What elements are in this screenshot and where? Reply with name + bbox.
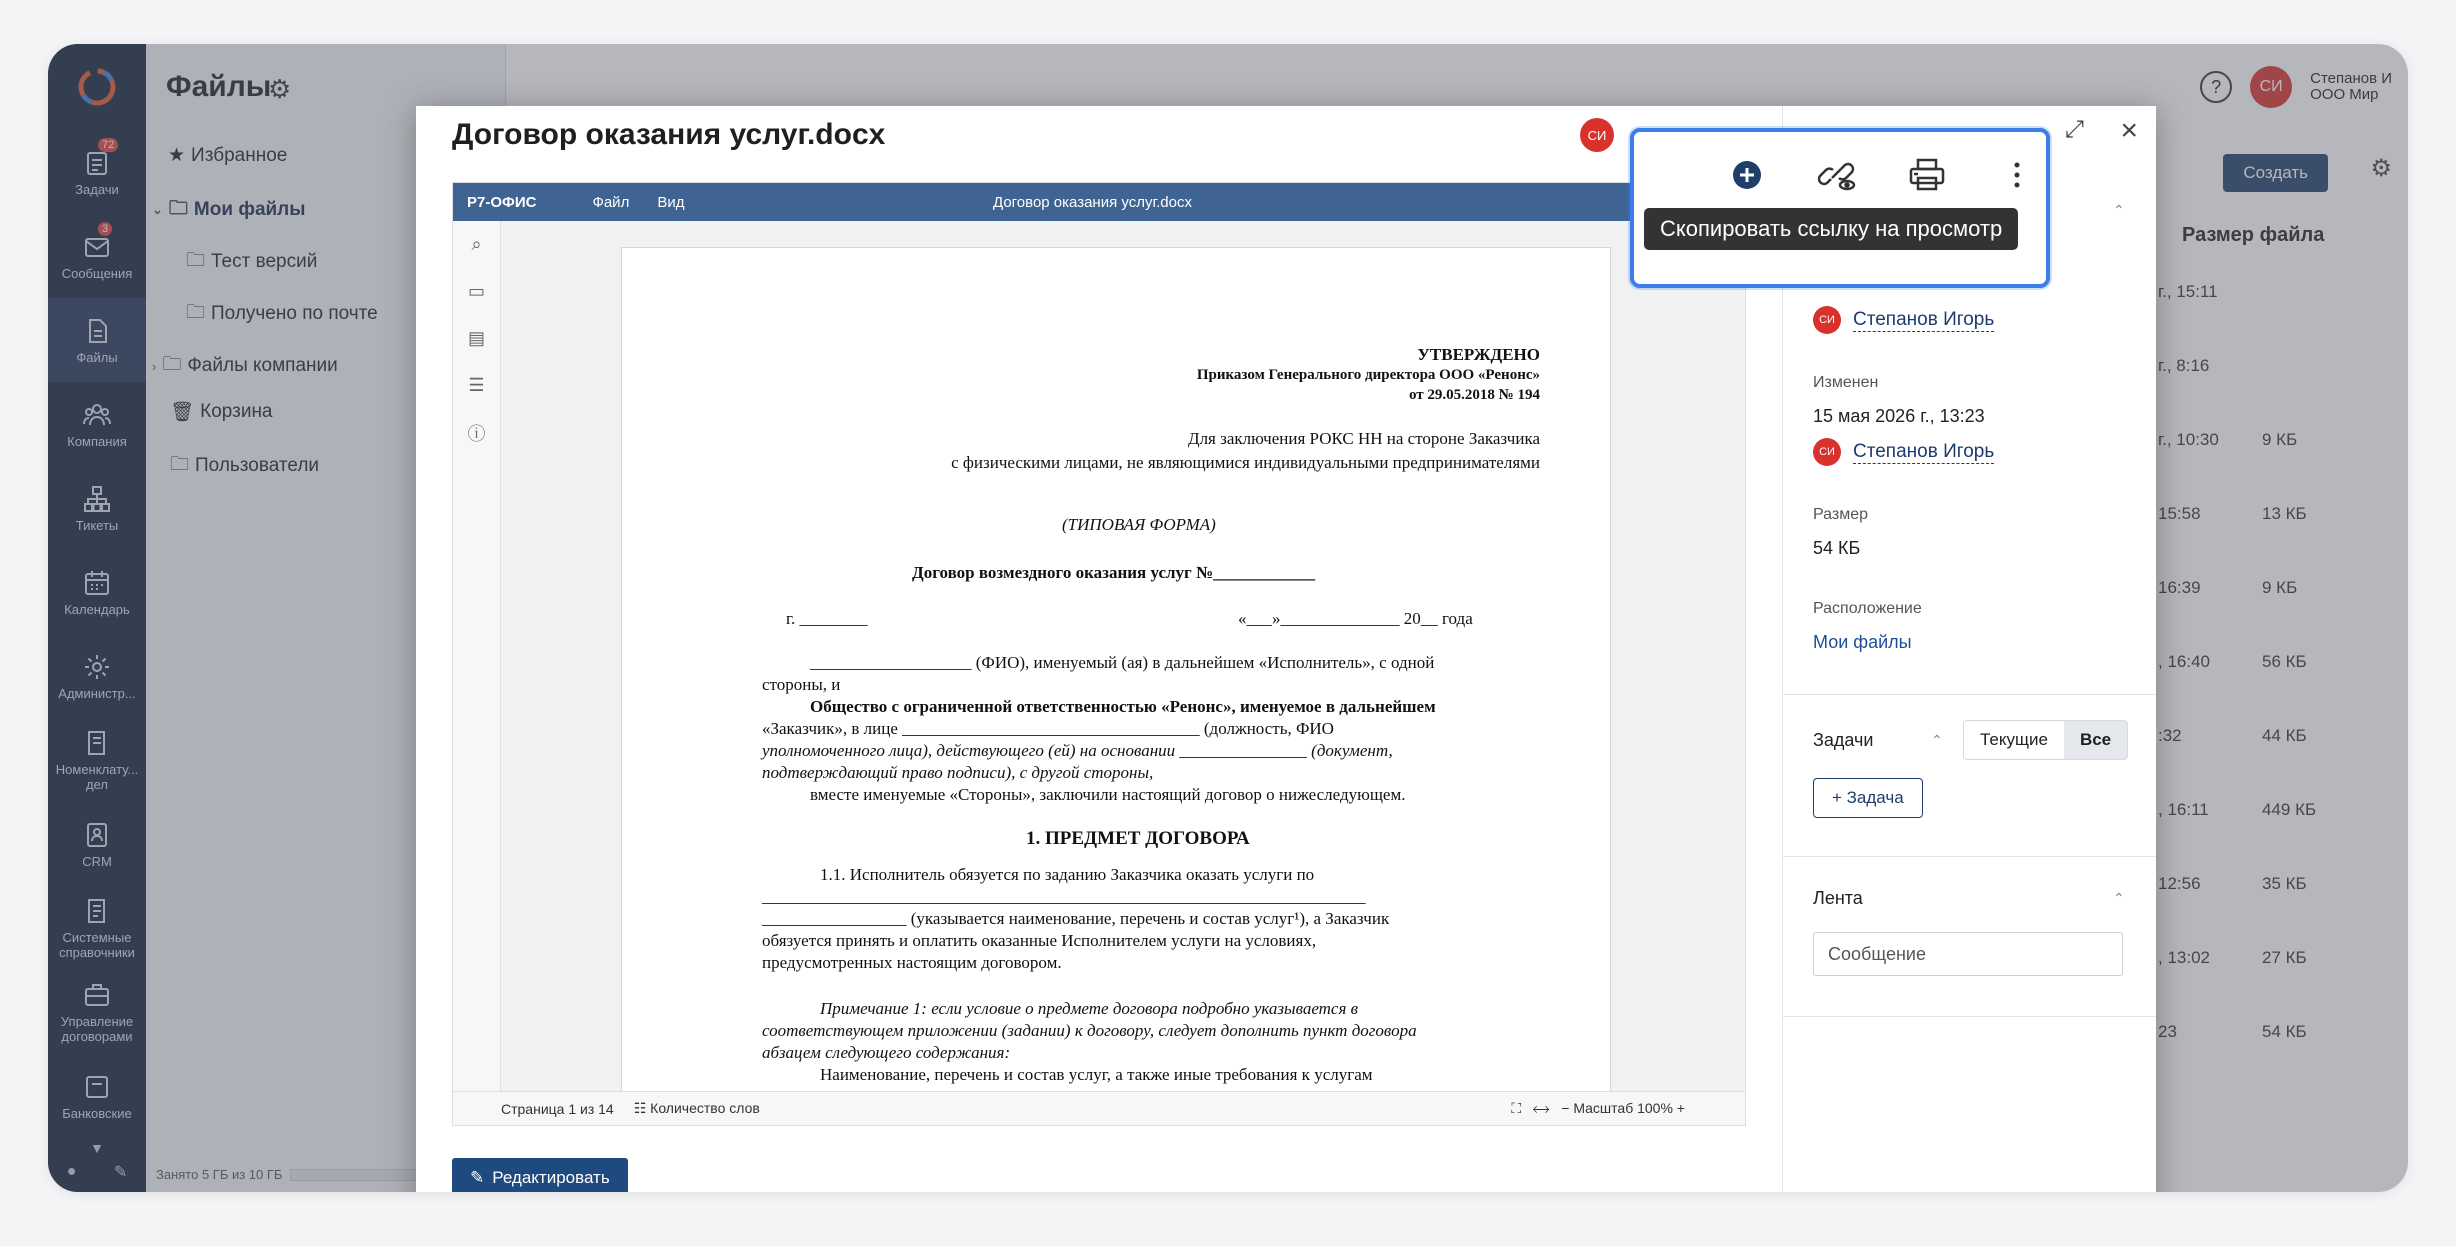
owner-name: Степанов Игорь xyxy=(1853,308,1995,330)
modified-label: Изменен xyxy=(1813,374,1879,391)
file-size: 35 КБ xyxy=(2262,874,2307,893)
chat-icon[interactable]: ▤ xyxy=(467,328,485,348)
modifier-avatar: СИ xyxy=(1813,438,1841,466)
file-date: г., 10:30 xyxy=(2158,430,2219,449)
zoom-label: Масштаб 100% xyxy=(1573,1100,1673,1116)
create-button[interactable]: Создать xyxy=(2223,154,2328,192)
doc-s5: предусмотренных настоящим договором. xyxy=(762,953,1062,972)
rail-label: Банковские xyxy=(62,1105,132,1121)
rail-label: Файлы xyxy=(76,349,118,365)
doc-approved: УТВЕРЖДЕНО xyxy=(1417,345,1540,364)
comment-icon[interactable]: ▭ xyxy=(467,281,485,301)
editor-statusbar xyxy=(453,1091,1745,1125)
file-date: :32 xyxy=(2158,726,2182,745)
rail-more-icon[interactable]: ▼ xyxy=(90,1140,104,1156)
app-window xyxy=(48,44,2408,1192)
owner-avatar: СИ xyxy=(1813,306,1841,334)
modal-title: Договор оказания услуг.docx xyxy=(452,118,886,151)
doc-city: г. ________ xyxy=(786,609,868,628)
doc-p3: Общество с ограниченной ответственностью «Ренонс», именуемое в дальнейшем xyxy=(810,697,1436,716)
doc-p5: уполномоченного лица), действующего (ей) на основании _______________ (документ, xyxy=(762,741,1393,760)
editor-brand: Р7-ОФИС xyxy=(467,193,537,211)
user-org: ООО Мир xyxy=(2310,86,2379,103)
word-count-label: Количество слов xyxy=(650,1100,760,1116)
editor-toolbar xyxy=(453,183,1745,221)
trash-icon: 🗑 xyxy=(170,402,195,423)
doc-n2: соответствующем приложении (задании) к договору, следует дополнить пункт договора xyxy=(762,1021,1417,1040)
add-task-button[interactable]: + Задача xyxy=(1813,778,1923,818)
chevron-up-icon[interactable]: ⌃ xyxy=(1931,732,1943,748)
file-size: 9 КБ xyxy=(2262,578,2298,597)
file-size: 54 КБ xyxy=(2262,1022,2307,1041)
page-count: Страница 1 из 14 xyxy=(501,1100,614,1117)
folder-icon: 🗀 xyxy=(186,302,206,323)
print-button[interactable] xyxy=(1904,156,1950,194)
file-date: г., 15:11 xyxy=(2158,282,2218,301)
doc-line1: Для заключения РОКС НН на стороне Заказчика xyxy=(1187,429,1540,448)
files-settings-icon[interactable]: ⚙ xyxy=(268,74,292,104)
editor-doc-title: Договор оказания услуг.docx xyxy=(993,194,1192,211)
modifier-link[interactable] xyxy=(1813,438,1994,466)
folder-icon: 🗀 xyxy=(168,198,188,219)
share-actions xyxy=(1724,156,2040,194)
folder-icon: 🗀 xyxy=(162,354,182,375)
edit-button[interactable] xyxy=(452,1158,628,1192)
user-name: Степанов И xyxy=(2310,70,2392,87)
copy-link-tooltip: Скопировать ссылку на просмотр xyxy=(1644,208,2018,250)
list-settings-icon[interactable]: ⚙ xyxy=(2370,155,2392,182)
rail-label: Сообщения xyxy=(61,265,133,281)
feed-label: Лента xyxy=(1813,888,1863,908)
info-icon[interactable]: ⓘ xyxy=(467,423,486,444)
modal-avatar[interactable]: СИ xyxy=(1580,118,1614,152)
menu-view[interactable]: Вид xyxy=(657,193,685,211)
printer-icon xyxy=(1908,157,1946,193)
copy-view-link-button[interactable] xyxy=(1814,156,1860,194)
chevron-right-icon[interactable]: › xyxy=(152,358,157,374)
folder-icon: 🗀 xyxy=(170,454,190,475)
message-input[interactable]: Сообщение xyxy=(1813,932,2123,976)
doc-p1: ___________________ (ФИО), именуемый (ая) в дальнейшем «Исполнитель», с одной xyxy=(810,653,1435,672)
doc-p6: подтверждающий право подписи), с другой стороны, xyxy=(762,763,1154,782)
doc-line2: с физическими лицами, не являющимися индивидуальными предпринимателями xyxy=(951,453,1540,472)
doc-p7: вместе именуемые «Стороны», заключили настоящий договор о нижеследующем. xyxy=(810,785,1406,804)
rail-label: Календарь xyxy=(64,601,130,617)
divider xyxy=(1783,694,2156,695)
folder-icon: 🗀 xyxy=(186,250,206,271)
more-button[interactable] xyxy=(1994,156,2040,194)
tree-label: Пользователи xyxy=(195,455,320,476)
file-date: 12:56 xyxy=(2158,874,2201,893)
file-date: , 13:02 xyxy=(2158,948,2210,967)
files-title: Файлы xyxy=(166,70,272,103)
size-column-header[interactable]: Размер файла xyxy=(2182,224,2325,246)
doc-s4: обязуется принять и оплатить оказанные Исполнителем услуги на условиях, xyxy=(762,931,1317,950)
doc-s2: _______________________________________________________________________ xyxy=(762,887,1366,906)
file-size: 27 КБ xyxy=(2262,948,2307,967)
modifier-name: Степанов Игорь xyxy=(1853,440,1995,462)
doc-order-date: от 29.05.2018 № 194 xyxy=(1409,387,1540,403)
doc-n4: Наименование, перечень и состав услуг, а также иные требования к услугам xyxy=(820,1065,1373,1084)
rail-label: Управление договорами xyxy=(60,1014,134,1044)
file-date: , 16:11 xyxy=(2158,800,2209,819)
file-date: г., 8:16 xyxy=(2158,356,2210,375)
tree-label: Избранное xyxy=(191,144,288,166)
doc-order: Приказом Генерального директора ООО «Ренонс» xyxy=(1196,367,1540,383)
edit-label: Редактировать xyxy=(492,1168,610,1187)
share-actions-popup xyxy=(1630,128,2050,288)
file-size: 449 КБ xyxy=(2262,800,2317,819)
size-label: Размер xyxy=(1813,506,1868,523)
tree-label: Корзина xyxy=(200,401,273,422)
rail-label: Компания xyxy=(67,433,127,449)
editor-sidebar xyxy=(453,221,501,1091)
size-value: 54 КБ xyxy=(1813,538,1861,558)
plus-circle-icon xyxy=(1731,159,1763,191)
tree-label: Получено по почте xyxy=(211,303,378,324)
rail-label: Задачи xyxy=(75,181,119,197)
link-eye-icon xyxy=(1817,157,1857,193)
divider xyxy=(1783,1016,2156,1017)
doc-p2: стороны, и xyxy=(762,675,841,694)
rail-label: CRM xyxy=(82,853,112,869)
file-date: 23 xyxy=(2158,1022,2177,1041)
navigation-icon[interactable]: ☰ xyxy=(468,375,485,395)
tree-label: Тест версий xyxy=(211,251,318,272)
tree-label: Мои файлы xyxy=(193,199,306,220)
doc-contract-title: Договор возмездного оказания услуг №____________ xyxy=(912,563,1316,582)
owner-link[interactable] xyxy=(1813,306,1994,334)
file-size: 9 КБ xyxy=(2262,430,2298,449)
storage-text: Занято 5 ГБ из 10 ГБ xyxy=(156,1167,283,1182)
expand-icon[interactable]: ⤢ xyxy=(2064,116,2084,143)
divider xyxy=(1783,856,2156,857)
tasks-current-tab[interactable]: Текущие xyxy=(1980,730,2048,749)
rail-label: Администр... xyxy=(58,685,136,701)
file-size: 56 КБ xyxy=(2262,652,2307,671)
chevron-up-icon[interactable]: ⌃ xyxy=(2113,202,2125,218)
word-count[interactable]: ☷ Количество слов xyxy=(633,1100,760,1116)
doc-n3: абзацем следующего содержания: xyxy=(762,1043,1011,1062)
menu-file[interactable]: Файл xyxy=(592,193,630,211)
tasks-badge: 72 xyxy=(98,138,118,152)
tasks-all-tab[interactable]: Все xyxy=(2064,721,2127,759)
doc-p4: «Заказчик», в лице ___________________________________ (должность, ФИО xyxy=(762,719,1334,738)
document-page[interactable] xyxy=(621,247,1611,1093)
doc-s1: 1.1. Исполнитель обязуется по заданию Заказчика оказать услуги по xyxy=(820,865,1315,884)
file-date: , 16:40 xyxy=(2158,652,2210,671)
wrench-icon[interactable]: ✎ xyxy=(113,1164,128,1181)
doc-form: (ТИПОВАЯ ФОРМА) xyxy=(1062,515,1216,534)
user-avatar[interactable]: СИ xyxy=(2250,66,2292,108)
file-size: 13 КБ xyxy=(2262,504,2307,523)
modified-value: 15 мая 2026 г., 13:23 xyxy=(1813,406,1985,426)
pencil-icon: ✎ xyxy=(470,1168,485,1187)
file-date: 16:39 xyxy=(2158,578,2201,597)
doc-n1: Примечание 1: если условие о предмете договора подробно указывается в xyxy=(820,999,1359,1018)
more-vertical-icon xyxy=(2012,160,2022,190)
file-size: 44 КБ xyxy=(2262,726,2307,745)
tasks-label: Задачи xyxy=(1813,730,1874,750)
document-editor xyxy=(452,182,1746,1126)
doc-section1: 1. ПРЕДМЕТ ДОГОВОРА xyxy=(1026,828,1250,849)
tree-label: Файлы компании xyxy=(187,355,338,376)
zoom-controls[interactable]: ⛶ ⟷ − Масштаб 100% + xyxy=(1511,1100,1685,1116)
location-link[interactable]: Мои файлы xyxy=(1813,632,1912,652)
add-circle-button[interactable] xyxy=(1724,156,1770,194)
rail-label: Тикеты xyxy=(75,517,119,533)
rail-label: Системные справочники xyxy=(59,930,135,960)
chevron-down-icon[interactable]: ⌄ xyxy=(152,202,163,217)
add-circle-icon[interactable]: ● xyxy=(66,1163,77,1180)
doc-date: «___»______________ 20__ года xyxy=(1238,609,1473,628)
doc-s3: _________________ (указывается наименование, перечень и состав услуг¹), а Заказчик xyxy=(762,909,1390,928)
chevron-up-icon[interactable]: ⌃ xyxy=(2113,890,2125,906)
close-icon[interactable]: × xyxy=(2120,114,2138,147)
location-label: Расположение xyxy=(1813,600,1922,617)
search-icon[interactable]: ⌕ xyxy=(471,234,482,254)
messages-badge: 3 xyxy=(98,222,112,236)
rail-label: Номенклату... дел xyxy=(55,762,139,792)
star-icon: ★ xyxy=(168,145,186,166)
file-date: 15:58 xyxy=(2158,504,2201,523)
tasks-filter xyxy=(1963,720,2128,760)
help-icon[interactable]: ? xyxy=(2200,71,2232,103)
